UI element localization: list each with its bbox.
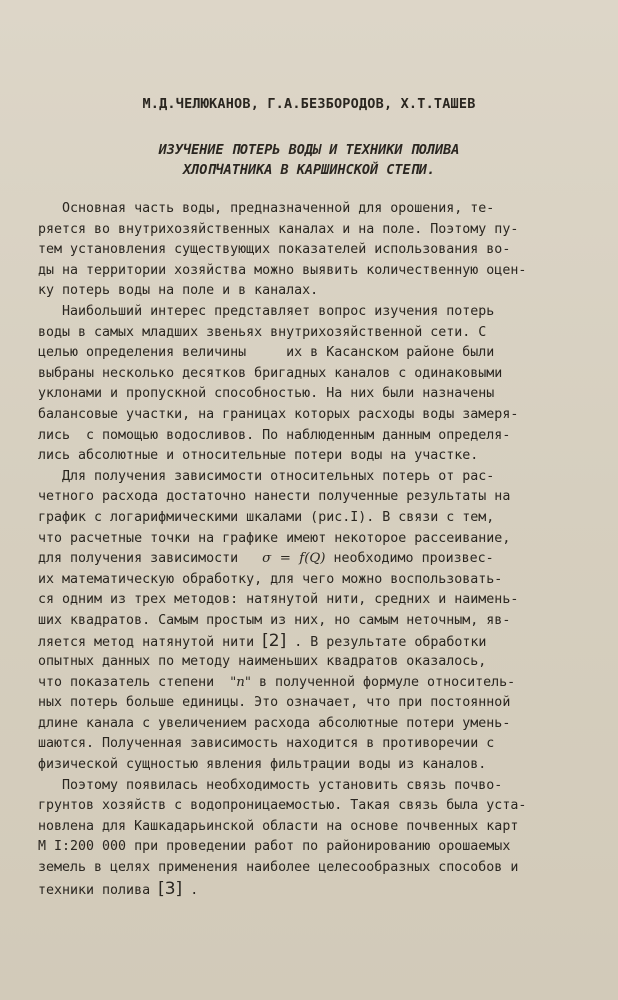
- text-line: ды на территории хозяйства можно выявить количественную оцен-: [38, 262, 527, 278]
- text-line: Для получения зависимости относительных потерь от рас-: [38, 468, 495, 484]
- text-line: график с логарифмическими шкалами (рис.I). В связи с тем,: [38, 509, 495, 525]
- text-line: Основная часть воды, предназначенной для орошения, те-: [38, 201, 495, 216]
- reference-3: [3]: [158, 878, 183, 899]
- text-line: [38, 879, 560, 900]
- title-line: ИЗУЧЕНИЕ ПОТЕРЬ ВОДЫ И ТЕХНИКИ ПОЛИВА: [158, 142, 460, 158]
- text-line: шаются. Полученная зависимость находится в противоречии с: [38, 736, 495, 752]
- text-segment: техники полива: [38, 882, 151, 898]
- text-line: Поэтому появилась необходимость установить связь почво-: [38, 777, 503, 793]
- text-segment: .: [182, 882, 199, 898]
- article-body: [38, 199, 560, 899]
- title-line: ХЛОПЧАТНИКА В КАРШИНСКОЙ СТЕПИ.: [183, 162, 435, 178]
- text-line: лись абсолютные и относительные потери воды на участке.: [38, 448, 479, 464]
- text-segment: необходимо произвес-: [325, 551, 494, 567]
- reference-2: [2]: [262, 631, 287, 652]
- text-line: что расчетные точки на графике имеют некоторое рассеивание,: [38, 530, 511, 546]
- text-line: длине канала с увеличением расхода абсолютные потери умень-: [38, 715, 511, 731]
- text-line: четного расхода достаточно нанести полученные результаты на: [38, 489, 511, 505]
- text-line: выбраны несколько десятков бригадных каналов с одинаковыми: [38, 365, 503, 381]
- text-line: целью определения величины их в Касанском районе были: [38, 345, 495, 361]
- text-segment: что показатель степени: [38, 674, 215, 690]
- text-line: [38, 673, 560, 694]
- text-segment: ляется метод натянутой нити: [38, 635, 255, 651]
- text-line: земель в целях применения наиболее целесообразных способов и: [38, 860, 519, 875]
- text-segment: в полученной формуле относитель-: [250, 674, 516, 690]
- text-line: ных потерь больше единицы. Это означает, что при постоянной: [38, 695, 511, 711]
- authors: М.Д.ЧЕЛЮКАНОВ, Г.А.БЕЗБОРОДОВ, Х.Т.ТАШЕВ: [142, 96, 476, 112]
- article-title: [0, 140, 618, 180]
- text-line: уклонами и пропускной способностью. На них были назначены: [38, 386, 495, 402]
- text-segment: для получения зависимости: [38, 551, 239, 567]
- exponent-symbol: "n": [230, 674, 251, 690]
- text-line: новлена для Кашкадарьинской области на основе почвенных карт: [38, 818, 519, 834]
- text-line: воды в самых младших звеньях внутрихозяйственной сети. С: [38, 324, 487, 340]
- text-line: балансовые участки, на границах которых расходы воды замеря-: [38, 406, 519, 422]
- text-line: [38, 549, 560, 570]
- text-line: физической сущностью явления фильтрации воды из каналов.: [38, 757, 487, 773]
- text-line: [38, 631, 560, 652]
- text-line: ряется во внутрихозяйственных каналах и на поле. Поэтому пу-: [38, 221, 519, 237]
- text-line: опытных данных по методу наименьших квадратов оказалось,: [38, 654, 487, 670]
- text-line: их математическую обработку, для чего можно воспользовать-: [38, 571, 503, 587]
- text-line: ку потерь воды на поле и в каналах.: [38, 283, 319, 299]
- text-line: ся одним из трех методов: натянутой нити, средних и наимень-: [38, 592, 519, 608]
- text-line: Наибольший интерес представляет вопрос изучения потерь: [38, 303, 495, 319]
- text-segment: . В результате обработки: [294, 635, 487, 651]
- text-line: лись с помощью водосливов. По наблюденным данным определя-: [38, 427, 511, 443]
- formula: σ = f(Q): [262, 551, 326, 567]
- text-line: ших квадратов. Самым простым из них, но самым неточным, яв-: [38, 612, 511, 628]
- text-line: М I:200 000 при проведении работ по районированию орошаемых: [38, 839, 511, 855]
- text-line: тем установления существующих показателей использования во-: [38, 242, 511, 258]
- text-line: грунтов хозяйств с водопроницаемостью. Такая связь была уста-: [38, 798, 527, 814]
